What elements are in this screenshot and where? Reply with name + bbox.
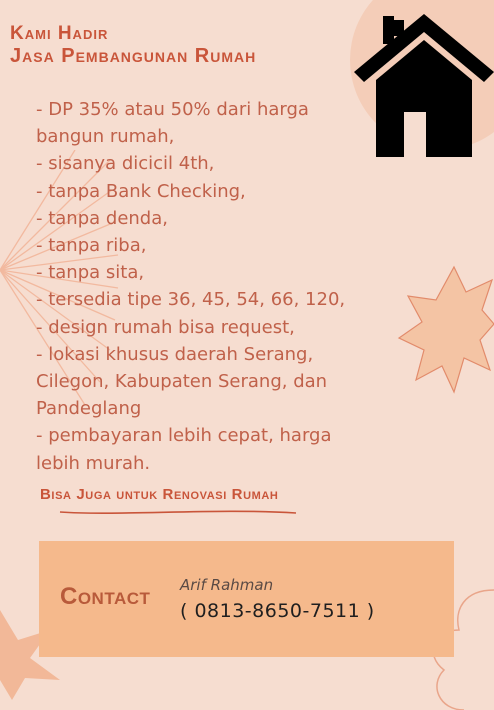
list-item: - lokasi khusus daerah Serang, Cilegon, Kabupaten Serang, dan Pandeglang <box>36 343 328 420</box>
contact-phone[interactable]: ( 0813-8650-7511 ) <box>180 600 375 622</box>
renovation-underline <box>58 506 298 518</box>
contact-label: Contact <box>60 583 151 610</box>
list-item: - design rumah bisa request, <box>36 316 295 338</box>
list-item: - tersedia tipe 36, 45, 54, 66, 120, <box>36 289 346 311</box>
contact-name: Arif Rahman <box>180 576 274 594</box>
title-line-2: Jasa Pembangunan Rumah <box>10 45 257 67</box>
list-item: - pembayaran lebih cepat, harga lebih murah. <box>36 425 332 474</box>
list-item: - tanpa Bank Checking, <box>36 180 246 202</box>
list-item: - tanpa denda, <box>36 207 168 229</box>
page-title <box>10 22 256 68</box>
list-item: - tanpa riba, <box>36 235 147 257</box>
renovation-note: Bisa Juga untuk Renovasi Rumah <box>40 486 279 503</box>
list-item: - sisanya dicicil 4th, <box>36 153 215 175</box>
title-line-1: Kami Hadir <box>10 23 109 44</box>
feature-list <box>36 96 376 477</box>
list-item: - DP 35% atau 50% dari harga bangun rumah, <box>36 99 309 148</box>
star-burst-decoration <box>394 262 494 402</box>
list-item: - tanpa sita, <box>36 262 145 284</box>
